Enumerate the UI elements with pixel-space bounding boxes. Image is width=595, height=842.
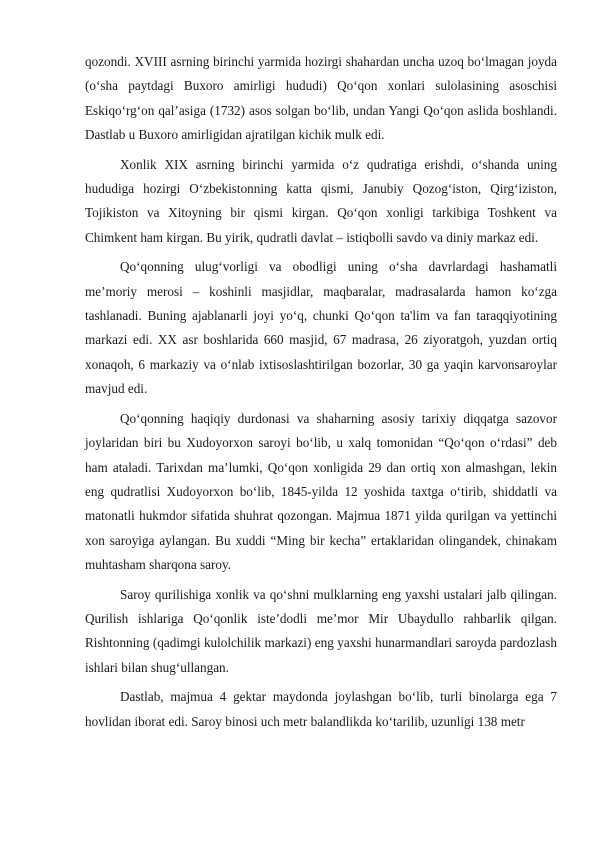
paragraph: Qo‘qonning ulug‘vorligi va obodligi uning o‘sha davrlardagi hashamatli me’moriy merosi – koshinli masjidlar, maqbaralar, madrasalarda hamon ko‘zga tashlanadi. Buning ajablanarli joyi yo‘q, chunki Qo‘qon ta'lim va fan taraqqiyotining markazi edi. XX asr boshlarida 660 masjid, 67 madrasa, 26 ziyoratgoh, yuzdan ortiq xonaqoh, 6 markaziy va o‘nlab ixtisoslashtirilgan bozorlar, 30 ga yaqin karvonsaroylar mavjud edi.: [85, 259, 557, 397]
paragraph: Dastlab, majmua 4 gektar maydonda joylashgan bo‘lib, turli binolarga ega 7 hovlidan iborat edi. Saroy binosi uch metr balandlikda ko‘tarilib, uzunligi 138 metr: [85, 689, 557, 729]
paragraph: Qo‘qonning haqiqiy durdonasi va shaharning asosiy tarixiy diqqatga sazovor joylaridan biri bu Xudoyorxon saroyi bo‘lib, u xalq tomonidan “Qo‘qon o‘rdasi” deb ham ataladi. Tarixdan ma’lumki, Qo‘qon xonligida 29 dan ortiq xon almashgan, lekin eng qudratlisi Xudoyorxon bo‘lib, 1845-yilda 12 yoshida taxtga o‘tirib, shiddatli va matonatli hukmdor sifatida shuhrat qozongan. Majmua 1871 yilda qurilgan va yettinchi xon saroyiga aylangan. Bu xuddi “Ming bir kecha” ertaklaridan olingandek, chinakam muhtasham sharqona saroy.: [85, 410, 557, 573]
document-page: [85, 50, 557, 739]
paragraph: qozondi. XVIII asrning birinchi yarmida hozirgi shahardan uncha uzoq bo‘lmagan joyda (o‘sha paytdagi Buxoro amirligi hududi) Qo‘qon xonlari sulolasining asoschisi Eskiqo‘rg‘on qal’asiga (1732) asos solgan bo‘lib, undan Yangi Qo‘qon aslida boshlandi. Dastlab u Buxoro amirligidan ajratilgan kichik mulk edi.: [85, 54, 557, 143]
paragraph: Xonlik XIX asrning birinchi yarmida o‘z qudratiga erishdi, o‘shanda uning hududiga hozirgi O‘zbekistonning katta qismi, Janubiy Qozog‘iston, Qirg‘iziston, Tojikiston va Xitoyning bir qismi kirgan. Qo‘qon xonligi tarkibiga Toshkent va Chimkent ham kirgan. Bu yirik, qudratli davlat – istiqbolli savdo va diniy markaz edi.: [85, 156, 557, 245]
paragraph: Saroy qurilishiga xonlik va qo‘shni mulklarning eng yaxshi ustalari jalb qilingan. Qurilish ishlariga Qo‘qonlik iste’dodli me’mor Mir Ubaydullo rahbarlik qilgan. Rishtonning (qadimgi kulolchilik markazi) eng yaxshi hunarmandlari saroyda pardozlash ishlari bilan shug‘ullangan.: [85, 586, 557, 675]
